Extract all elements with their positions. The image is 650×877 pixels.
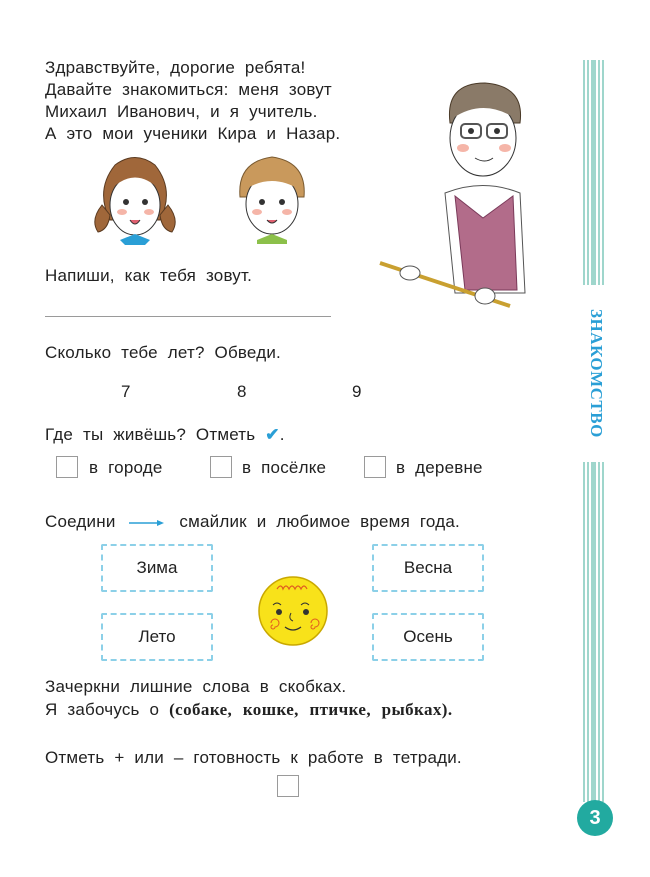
intro-line-1: Здравствуйте, дорогие ребята! [45, 58, 306, 77]
location-task-prompt [45, 424, 285, 446]
intro-line-4: А это мои ученики Кира и Назар. [45, 124, 341, 143]
readiness-checkbox[interactable] [277, 775, 299, 797]
season-box-summer[interactable]: Лето [101, 613, 213, 661]
checkbox-village-town[interactable] [210, 456, 232, 478]
location-prompt-text: Где ты живёшь? Отметь [45, 425, 256, 444]
nazar-boy-illustration [232, 152, 312, 244]
name-task-prompt: Напиши, как тебя зовут. [45, 266, 253, 285]
side-stripe-top [583, 60, 605, 285]
strike-task-sentence [45, 699, 453, 721]
option-village-label: в деревне [396, 458, 483, 477]
season-prompt-after: смайлик и любимое время года. [179, 512, 460, 531]
smiley-face-icon [257, 575, 329, 647]
arrow-right-icon [127, 518, 167, 528]
age-task-prompt: Сколько тебе лет? Обведи. [45, 343, 281, 362]
season-task-prompt [45, 511, 460, 533]
option-city-label: в городе [89, 458, 163, 477]
teacher-illustration [375, 78, 550, 318]
prompt-period: . [279, 425, 285, 444]
intro-line-2: Давайте знакомиться: меня зовут [45, 80, 332, 99]
age-option-9[interactable]: 9 [352, 382, 362, 401]
sentence-choices[interactable]: (собаке, кошке, птичке, рыбках). [169, 700, 453, 719]
checkbox-village[interactable] [364, 456, 386, 478]
section-title: ЗНАКОМСТВО [587, 308, 606, 438]
checkbox-city[interactable] [56, 456, 78, 478]
name-write-line[interactable] [45, 316, 331, 317]
option-village-town-label: в посёлке [242, 458, 327, 477]
season-box-spring[interactable]: Весна [372, 544, 484, 592]
page-number-badge: 3 [577, 800, 613, 836]
season-box-winter[interactable]: Зима [101, 544, 213, 592]
intro-line-3: Михаил Иванович, и я учитель. [45, 102, 318, 121]
season-prompt-before: Соедини [45, 512, 116, 531]
side-stripe-bottom [583, 462, 605, 802]
sentence-start: Я забочусь о [45, 700, 160, 719]
season-box-autumn[interactable]: Осень [372, 613, 484, 661]
age-option-7[interactable]: 7 [121, 382, 131, 401]
checkmark-icon: ✔ [265, 425, 280, 444]
readiness-task-prompt: Отметь + или – готовность к работе в тетради. [45, 748, 462, 767]
age-option-8[interactable]: 8 [237, 382, 247, 401]
kira-girl-illustration [90, 150, 180, 245]
strike-task-prompt: Зачеркни лишние слова в скобках. [45, 677, 347, 696]
